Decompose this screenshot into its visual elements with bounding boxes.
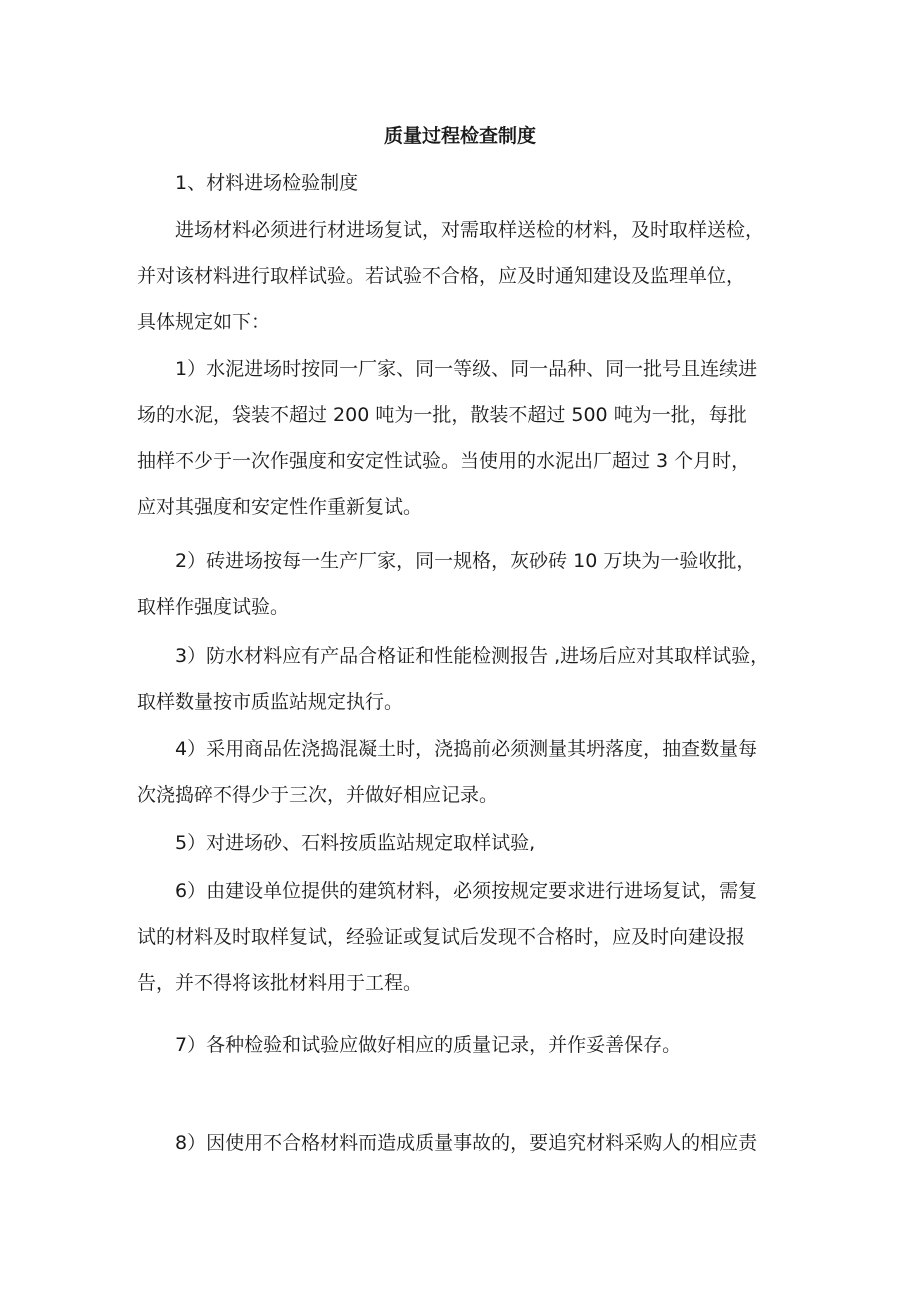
list-item-6 [137, 868, 807, 1006]
text-line: 取样作强度试验。 [137, 596, 290, 618]
list-item-8 [137, 1120, 807, 1166]
text-line: 次浇捣碎不得少于三次，并做好相应记录。 [137, 784, 499, 806]
text-line: 应对其强度和安定性作重新复试。 [137, 496, 423, 518]
text-line: 告，并不得将该批材料用于工程。 [137, 972, 423, 994]
text-line: 8）因使用不合格材料而造成质量事故的，要追究材料采购人的相应责 [175, 1132, 758, 1154]
text-line: 1）水泥进场时按同一厂家、同一等级、同一品种、同一批号且连续进 [175, 358, 758, 380]
section-heading [137, 160, 807, 206]
list-item-7 [137, 1022, 807, 1068]
text-line: 抽样不少于一次作强度和安定性试验。当使用的水泥出厂超过 3 个月时， [137, 450, 751, 472]
list-item-4 [137, 726, 807, 818]
text-line: 4）采用商品佐浇捣混凝土时，浇捣前必须测量其坍落度，抽查数量每 [175, 738, 758, 760]
list-item-1 [137, 346, 807, 530]
text-line: 场的水泥，袋装不超过 200 吨为一批，散装不超过 500 吨为一批，每批 [137, 404, 747, 426]
text-line: 6）由建设单位提供的建筑材料，必须按规定要求进行进场复试，需复 [175, 880, 758, 902]
list-item-2 [137, 538, 807, 630]
list-item-5 [137, 820, 807, 866]
text-line: 并对该材料进行取样试验。若试验不合格，应及时通知建设及监理单位， [137, 265, 746, 287]
text-line: 3）防水材料应有产品合格证和性能检测报告 ,进场后应对其取样试验， [175, 645, 770, 667]
text-line: 取样数量按市质监站规定执行。 [137, 691, 404, 713]
text-line: 试的材料及时取样复试，经验证或复试后发现不合格时，应及时向建设报 [137, 926, 746, 948]
text-line: 7）各种检验和试验应做好相应的质量记录，并作妥善保存。 [175, 1034, 682, 1056]
text-line: 进场材料必须进行材进场复试，对需取样送检的材料，及时取样送检， [175, 219, 765, 241]
intro-paragraph [137, 207, 807, 345]
text-line: 2）砖进场按每一生产厂家，同一规格，灰砂砖 10 万块为一验收批， [175, 550, 756, 572]
list-item-3 [137, 633, 807, 725]
text-line: 5）对进场砂、石料按质监站规定取样试验, [175, 832, 536, 854]
document-title: 质量过程检查制度 [383, 125, 536, 147]
text-line: 具体规定如下： [137, 311, 271, 333]
text-line: 1、材料进场检验制度 [175, 172, 359, 194]
